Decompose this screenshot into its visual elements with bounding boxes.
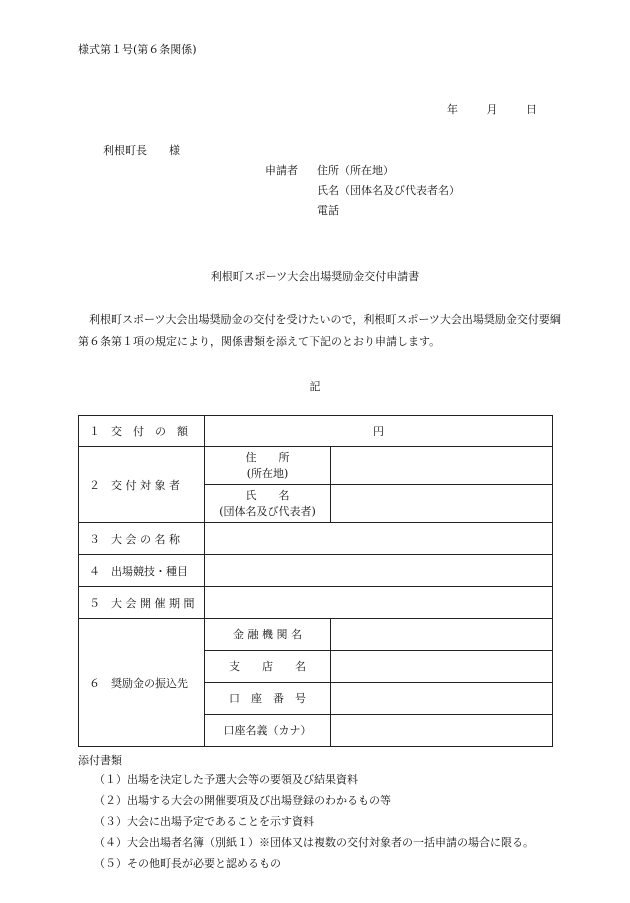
- applicant-label: 申請者: [265, 164, 298, 177]
- list-item: （２）出場する大会の開催要項及び出場登録のわかるもの等: [94, 794, 391, 807]
- table-row: [79, 523, 553, 555]
- recipient-address-line1: 住 所: [245, 450, 290, 464]
- recipient-address-line2: (所在地): [246, 466, 289, 480]
- row-event-name-label: ３ 大 会 の 名 称: [79, 523, 205, 555]
- row-discipline-label: ４ 出場競技・種目: [79, 555, 205, 587]
- application-table: [78, 415, 553, 747]
- table-row: [79, 555, 553, 587]
- recipient-address-field[interactable]: [331, 447, 553, 485]
- list-item: （５）その他町長が必要と認めるもの: [94, 857, 281, 870]
- row-period-label: ５ 大 会 開 催 期 間: [79, 587, 205, 619]
- yen-unit: 円: [373, 425, 384, 438]
- recipient-name-label: [205, 485, 331, 523]
- row-bank-label: ６ 奨励金の振込先: [79, 619, 205, 747]
- date-day: 日: [526, 103, 537, 116]
- applicant-address: 住所（所在地）: [317, 164, 394, 177]
- amount-field[interactable]: [205, 416, 553, 447]
- account-holder-field[interactable]: [331, 715, 553, 747]
- list-item: （３）大会に出場予定であることを示す資料: [94, 815, 314, 828]
- addressee: 利根町長 様: [103, 144, 180, 157]
- account-number-field[interactable]: [331, 683, 553, 715]
- date-year: 年: [447, 103, 458, 116]
- list-item: （１）出場を決定した予選大会等の要領及び結果資料: [94, 773, 358, 786]
- branch-name-field[interactable]: [331, 651, 553, 683]
- attachments-heading: 添付書類: [78, 754, 122, 767]
- list-item: （４）大会出場者名簿（別紙１）※団体又は複数の交付対象者の一括申請の場合に限る。: [94, 836, 534, 849]
- table-row: [79, 619, 553, 651]
- bank-name-field[interactable]: [331, 619, 553, 651]
- table-row: [79, 587, 553, 619]
- attachments-list: [94, 769, 534, 874]
- bank-name-label: 金 融 機 関 名: [205, 619, 331, 651]
- table-row: [79, 416, 553, 447]
- row-recipient-label: ２ 交 付 対 象 者: [79, 447, 205, 523]
- ki-heading: 記: [309, 380, 321, 393]
- document-title: 利根町スポーツ大会出場奨励金交付申請書: [210, 270, 420, 283]
- account-number-label: 口 座 番 号: [205, 683, 331, 715]
- account-holder-label: 口座名義（カナ）: [205, 715, 331, 747]
- discipline-field[interactable]: [205, 555, 553, 587]
- recipient-name-line1: 氏 名: [245, 488, 290, 502]
- recipient-name-field[interactable]: [331, 485, 553, 523]
- applicant-name: 氏名（団体名及び代表者名）: [317, 184, 460, 197]
- body-text: 利根町スポーツ大会出場奨励金の交付を受けたいので，利根町スポーツ大会出場奨励金交付要綱第６条第１項の規定により，関係書類を添えて下記のとおり申請します。: [78, 313, 561, 348]
- table-row: [79, 447, 553, 485]
- date-line: [447, 101, 537, 117]
- recipient-name-line2: (団体名及び代表者): [219, 504, 316, 518]
- branch-name-label: 支 店 名: [205, 651, 331, 683]
- recipient-address-label: [205, 447, 331, 485]
- period-field[interactable]: [205, 587, 553, 619]
- row-amount-label: １ 交 付 の 額: [79, 416, 205, 447]
- applicant-phone: 電話: [317, 204, 339, 217]
- form-number: 様式第１号(第６条関係): [78, 43, 197, 56]
- event-name-field[interactable]: [205, 523, 553, 555]
- date-month: 月: [486, 103, 498, 116]
